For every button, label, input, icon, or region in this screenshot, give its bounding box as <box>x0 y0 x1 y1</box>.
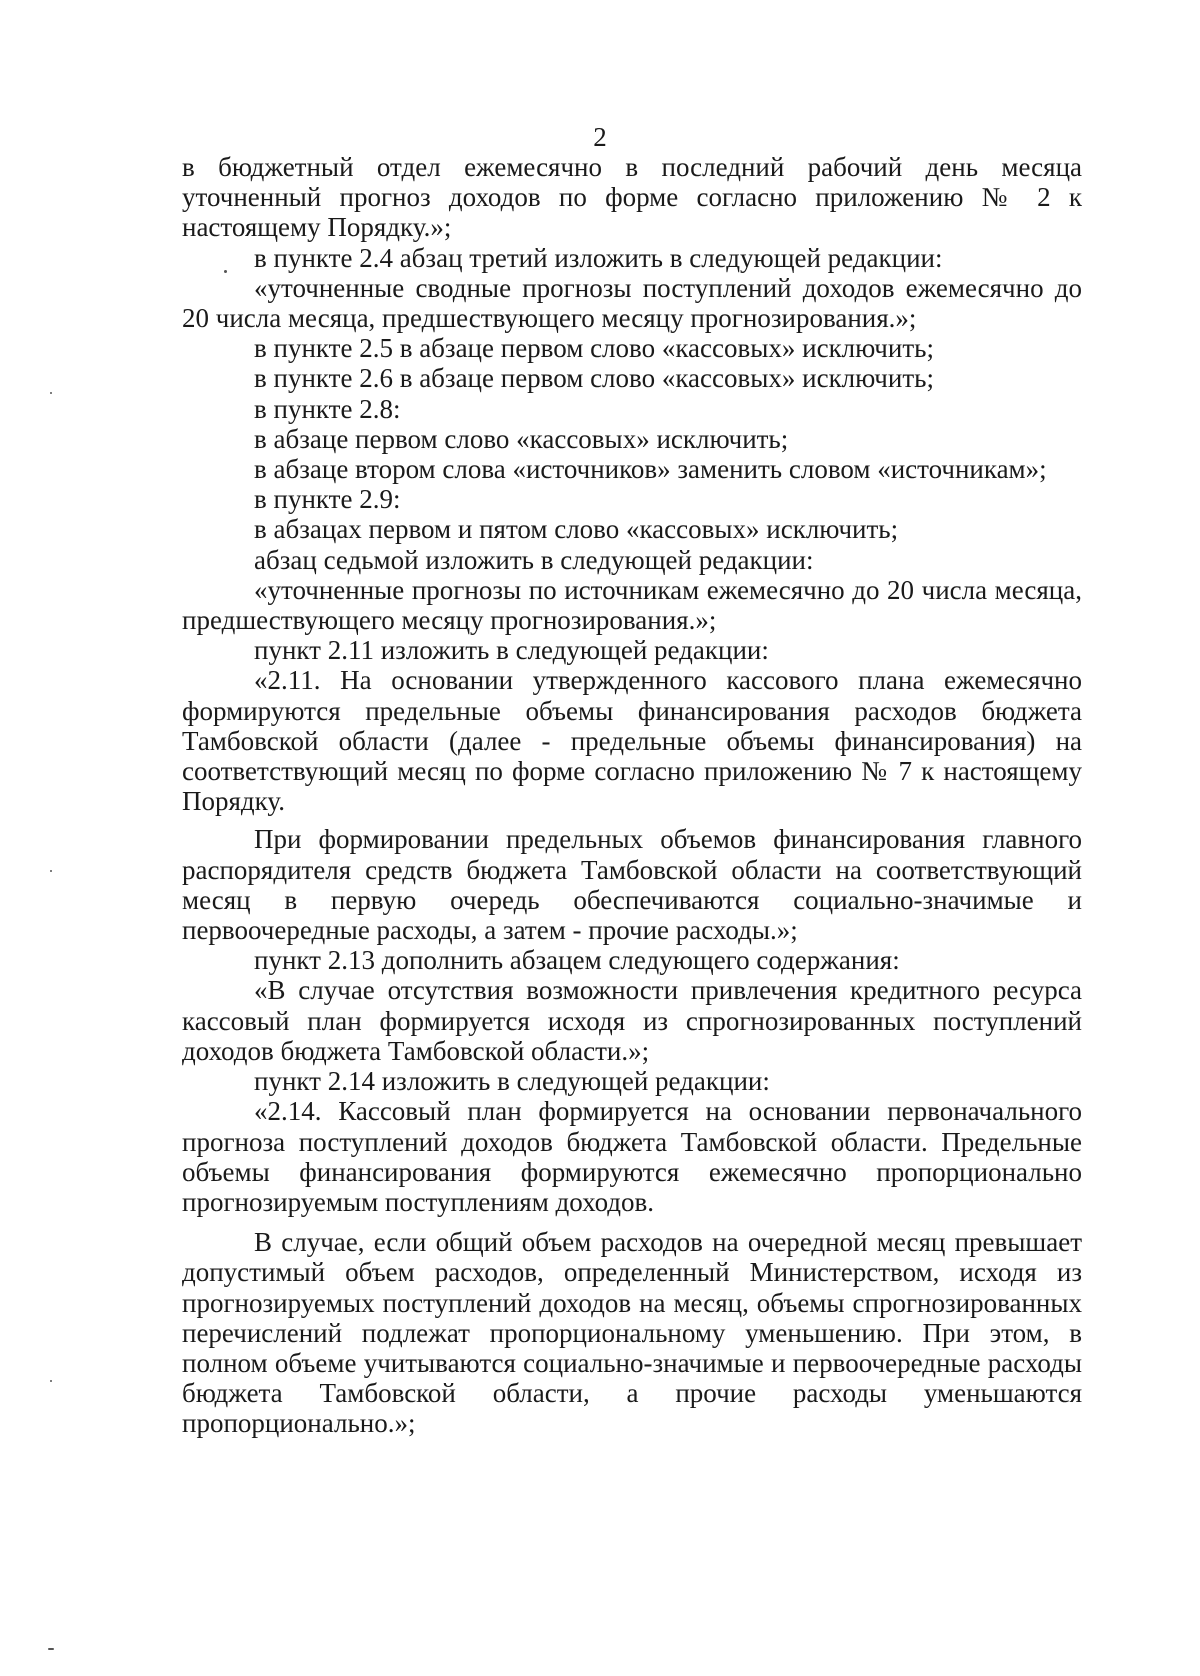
scan-speck <box>48 1648 54 1650</box>
paragraph: в пункте 2.9: <box>254 484 401 515</box>
paragraph: в абзаце первом слово «кассовых» исключить; <box>254 423 789 454</box>
paragraph: пункт 2.11 изложить в следующей редакции: <box>254 635 769 666</box>
paragraph: «2.14. Кассовый план формируется на основании первоначального прогноза поступлений доходов бюджета Тамбовской области. Предельные объемы финансирования формируются ежемесячно пропорционально прогнозируемым поступлениям доходов. <box>182 1096 1082 1217</box>
paragraph: «уточненные прогнозы по источникам ежемесячно до 20 числа месяца, предшествующего месяцу прогнозирования.»; <box>182 574 1082 636</box>
scan-speck <box>50 870 52 872</box>
paragraph: в пункте 2.8: <box>254 393 401 424</box>
paragraph: «В случае отсутствия возможности привлечения кредитного ресурса кассовый план формируется исходя из спрогнозированных поступлений доходов бюджета Тамбовской области.»; <box>182 975 1082 1066</box>
paragraph: абзац седьмой изложить в следующей редакции: <box>254 544 814 575</box>
paragraph: «2.11. На основании утвержденного кассового плана ежемесячно формируются предельные объемы финансирования расходов бюджета Тамбовской области (далее - предельные объемы финансирования) на соответствующий месяц по форме согласно приложению № 7 к настоящему Порядку. <box>182 665 1082 817</box>
paragraph: В случае, если общий объем расходов на очередной месяц превышает допустимый объем расходов, определенный Министерством, исходя из прогнозируемых поступлений доходов на месяц, объемы спрогнозированных перечислений подлежат пропорциональному уменьшению. При этом, в полном объеме учитываются социально-значимые и первоочередные расходы бюджета Тамбовской области, а прочие расходы уменьшаются пропорционально.»; <box>182 1227 1082 1439</box>
document-body <box>182 152 1082 1439</box>
paragraph: в абзацах первом и пятом слово «кассовых» исключить; <box>254 514 899 545</box>
paragraph: При формировании предельных объемов финансирования главного распорядителя средств бюджета Тамбовской области на соответствующий месяц в первую очередь обеспечиваются социально-значимые и первоочередные расходы, а затем - прочие расходы.»; <box>182 824 1082 946</box>
paragraph: «уточненные сводные прогнозы поступлений доходов ежемесячно до 20 числа месяца, предшествующего месяцу прогнозирования.»; <box>182 272 1082 334</box>
paragraph: в пункте 2.6 в абзаце первом слово «кассовых» исключить; <box>254 363 934 394</box>
paragraph: в бюджетный отдел ежемесячно в последний рабочий день месяца уточненный прогноз доходов по форме согласно приложению № 2 к настоящему Порядку.»; <box>182 152 1082 243</box>
paragraph: в пункте 2.5 в абзаце первом слово «кассовых» исключить; <box>254 333 934 364</box>
scan-speck <box>50 1380 52 1382</box>
page-number: 2 <box>593 122 607 152</box>
paragraph: пункт 2.13 дополнить абзацем следующего содержания: <box>254 945 900 976</box>
scan-speck <box>224 270 227 273</box>
paragraph: пункт 2.14 изложить в следующей редакции: <box>254 1066 770 1097</box>
paragraph: в пункте 2.4 абзац третий изложить в следующей редакции: <box>254 242 943 273</box>
scan-speck <box>50 392 52 394</box>
paragraph: в абзаце втором слова «источников» заменить словом «источникам»; <box>254 454 1047 485</box>
